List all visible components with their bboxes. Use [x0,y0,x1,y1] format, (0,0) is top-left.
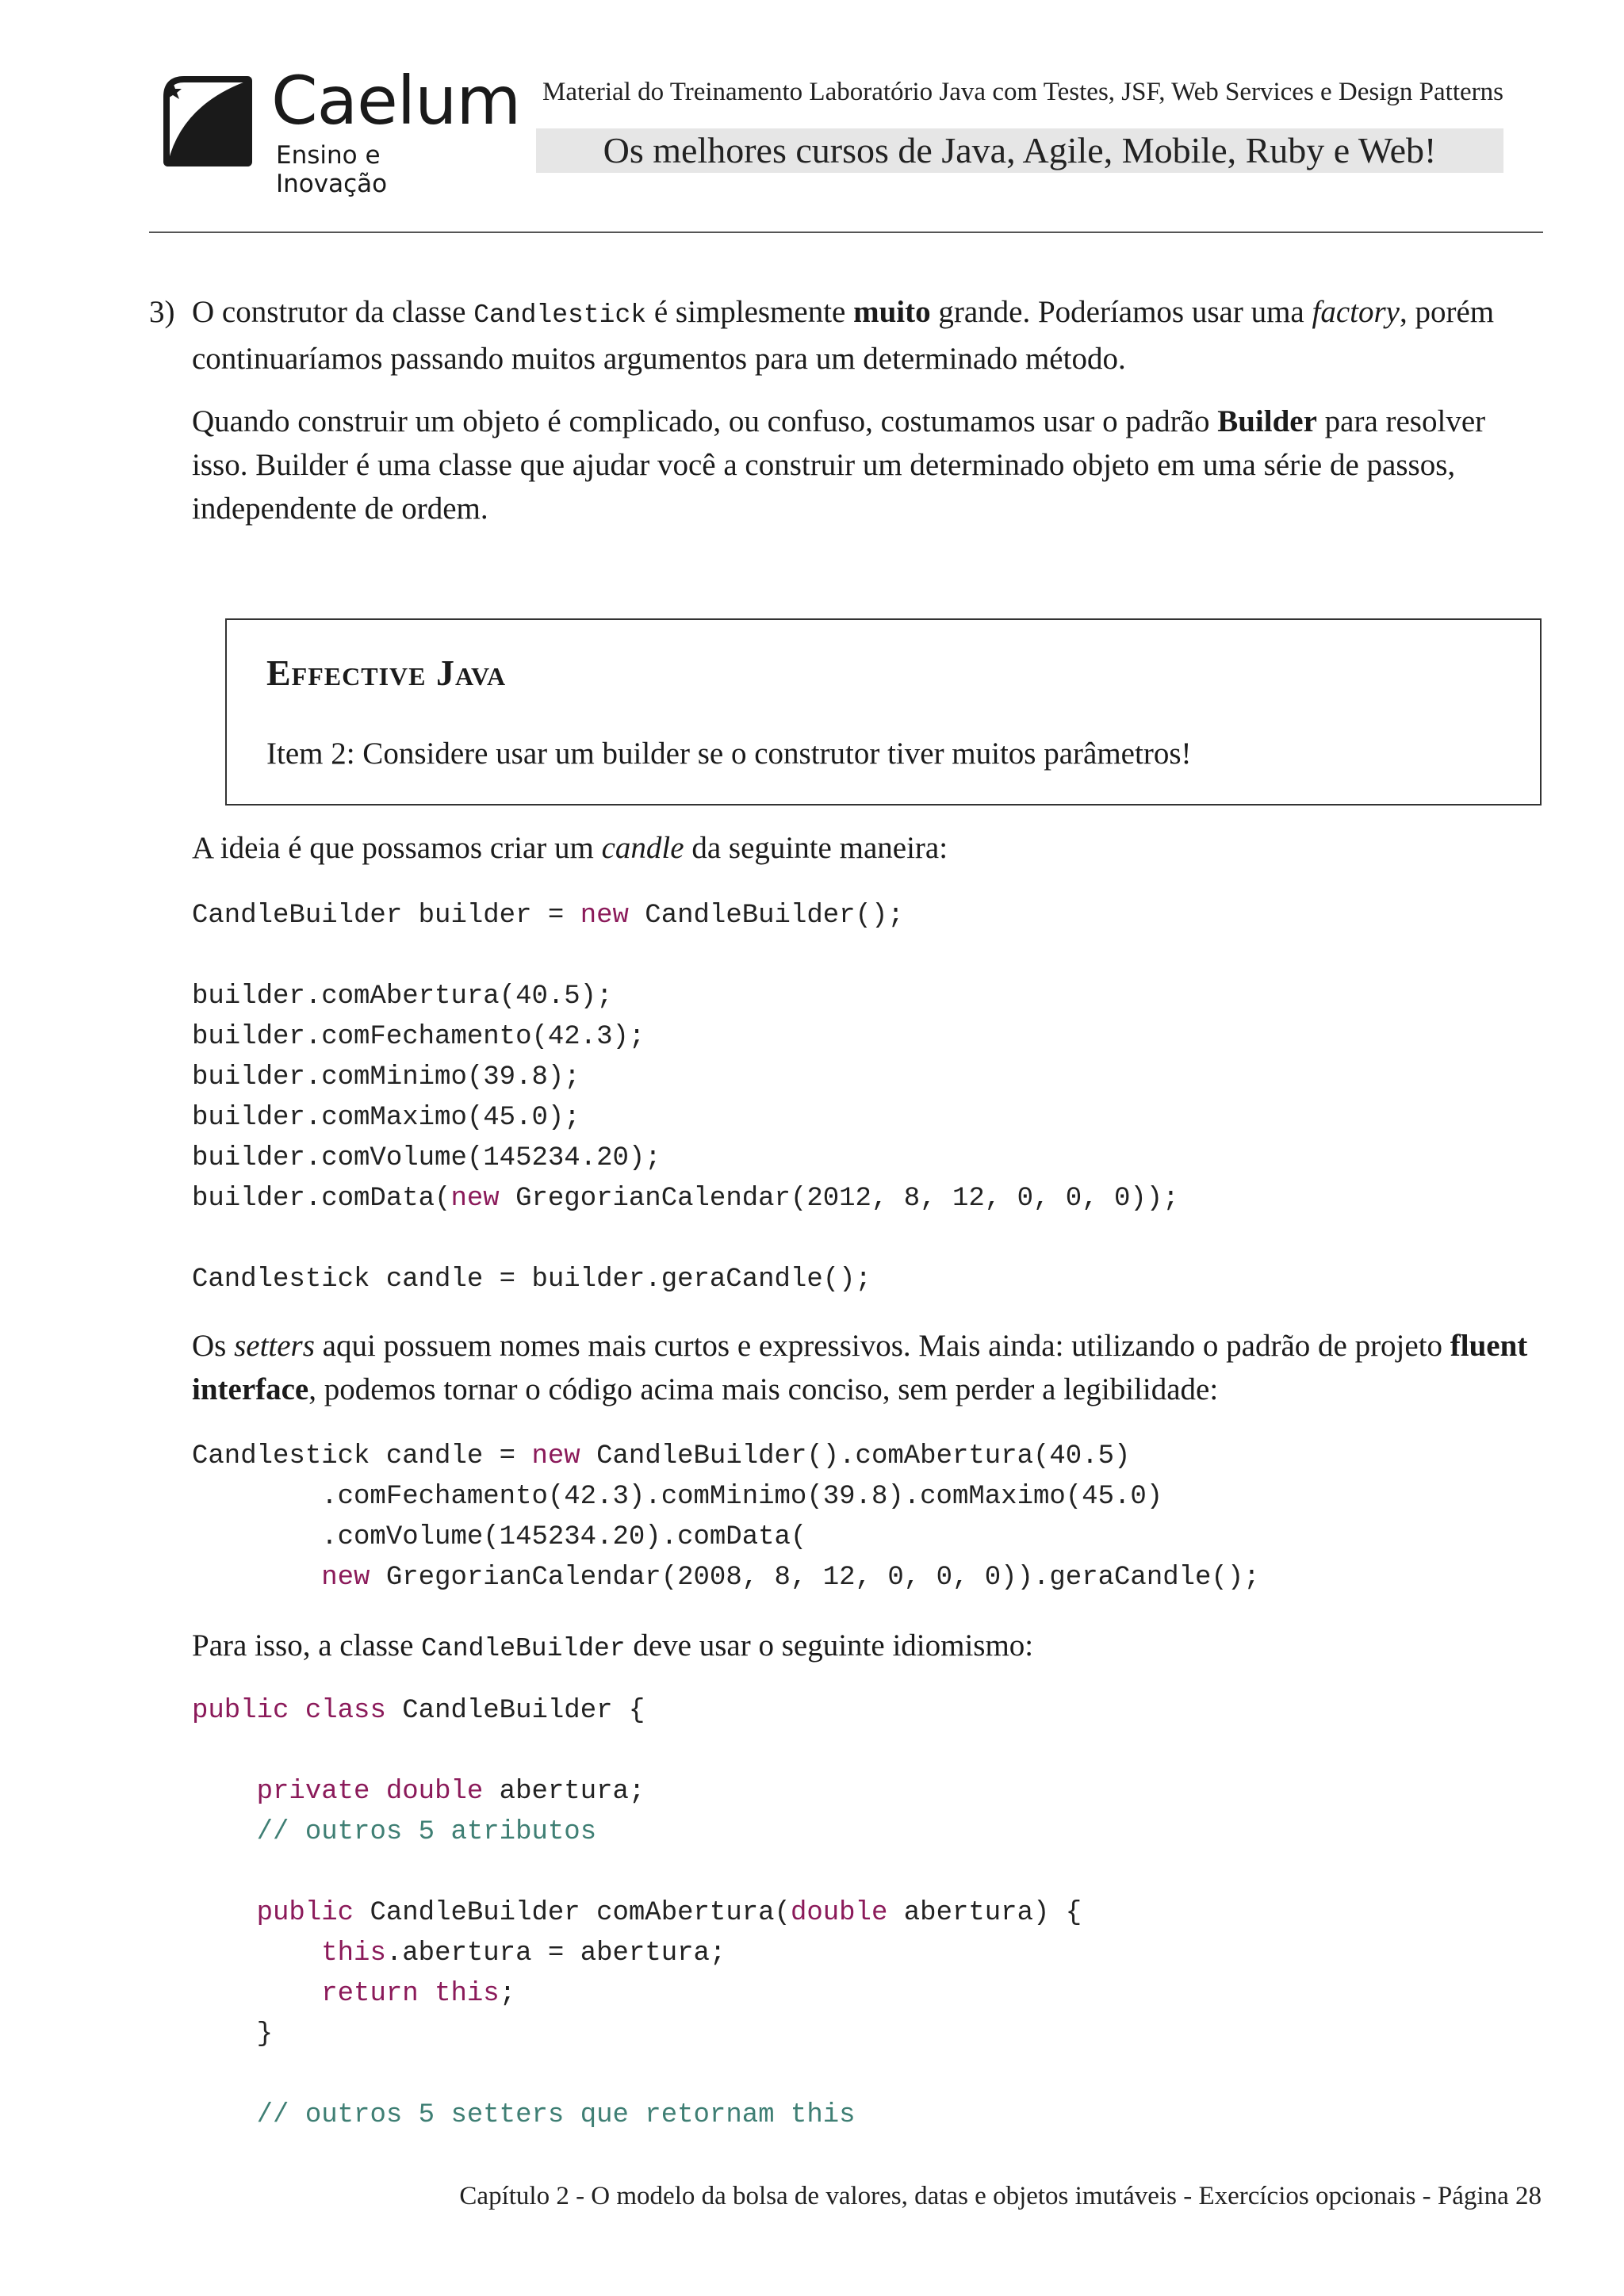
item3-paragraph-2: Quando construir um objeto é complicado, ou confuso, costumamos usar o padrão Builder para resolver isso. Builder é uma classe que ajudar você a construir um determinado objeto em uma série de passos, independente de ordem. [192,404,1486,526]
code-line: Candlestick candle = new CandleBuilder().comAbertura(40.5) [192,1441,1131,1471]
code-line: builder.comVolume(145234.20); [192,1143,661,1173]
paragraph-candle-idea: A ideia é que possamos criar um candle da seguinte maneira: [192,831,948,865]
code-line: return this; [321,1979,516,2009]
inline-code: CandleBuilder [421,1634,626,1663]
code-line: builder.comFechamento(42.3); [192,1022,645,1052]
box-title: Effective Java [266,652,507,693]
effective-java-box [225,618,1542,806]
code-block-candlebuilder-class [192,1691,1082,2136]
code-line: new GregorianCalendar(2008, 8, 12, 0, 0, 0)).geraCandle(); [321,1563,1260,1593]
code-line: .comVolume(145234.20).comData( [192,1522,807,1552]
logo-tagline: Ensino e Inovação [276,141,388,198]
page-footer: Capítulo 2 - O modelo da bolsa de valores, datas e objetos imutáveis - Exercícios opcionais - Página 28 [459,2182,1542,2210]
item-number: 3) [149,295,175,329]
code-block-fluent [192,1437,1260,1598]
code-line: builder.comAbertura(40.5); [192,982,613,1012]
code-line: builder.comMaximo(45.0); [192,1103,580,1133]
paragraph-idiom: Para isso, a classe CandleBuilder deve usar o seguinte idiomismo: [192,1628,1034,1663]
code-line: CandleBuilder builder = new CandleBuilder(); [192,901,904,931]
code-line: builder.comData(new GregorianCalendar(2012, 8, 12, 0, 0, 0)); [192,1184,1179,1214]
code-comment: // outros 5 atributos [256,1817,597,1847]
header-divider [149,232,1543,233]
code-line: builder.comMinimo(39.8); [192,1062,580,1093]
inline-code: Candlestick [473,300,647,330]
code-line: public class CandleBuilder { [192,1696,645,1726]
code-line: } [256,2019,274,2049]
course-title: Material do Treinamento Laboratório Java com Testes, JSF, Web Services e Design Patterns [542,78,1503,106]
code-line: this.abertura = abertura; [321,1938,726,1969]
code-line: Candlestick candle = builder.geraCandle(); [192,1265,871,1295]
caelum-logo-icon [159,73,255,170]
code-line: private double abertura; [256,1777,645,1807]
logo-name: Caelum [271,62,521,140]
item3-paragraph-1: O construtor da classe Candlestick é simplesmente muito grande. Poderíamos usar uma factory, porém continuaríamos passando muitos argumentos para um determinado método. [192,295,1495,376]
box-text: Item 2: Considere usar um builder se o construtor tiver muitos parâmetros! [266,737,1192,771]
caelum-logo [155,62,521,198]
header-banner: Os melhores cursos de Java, Agile, Mobile, Ruby e Web! [536,128,1503,173]
code-comment: // outros 5 setters que retornam this [256,2100,856,2130]
code-line: public CandleBuilder comAbertura(double abertura) { [256,1898,1082,1928]
paragraph-fluent-interface: Os setters aqui possuem nomes mais curtos e expressivos. Mais ainda: utilizando o padrão de projeto fluent interface, podemos tornar o código acima mais conciso, sem perder a legibilidade: [192,1329,1528,1406]
code-block-builder-usage [192,896,1179,1300]
code-line: .comFechamento(42.3).comMinimo(39.8).comMaximo(45.0) [192,1482,1163,1512]
